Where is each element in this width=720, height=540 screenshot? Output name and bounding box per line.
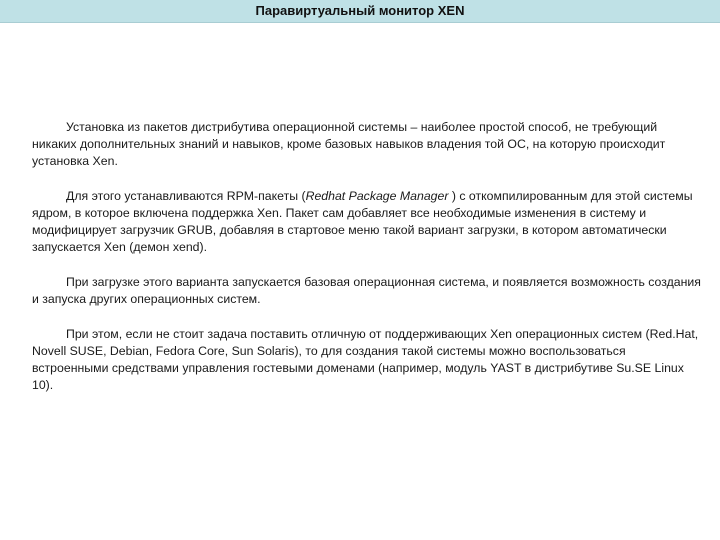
- paragraph-rpm-text-before: Для этого устанавливаются RPM-пакеты (: [66, 189, 306, 203]
- paragraph-rpm-italic-term: Redhat Package Manager: [305, 189, 449, 203]
- paragraph-rpm-text-after: ) с откомпилированным для этой системы ядром, в которое включена поддержка Xen. Пакет сам добавляет все необходимые изменения в систему и модифицирует загрузчик GRUB, добавляя в стартовое меню такой вариант загрузки, в котором автоматически запускается Xen (демон xend).: [32, 189, 693, 254]
- paragraph-guest-domains: При этом, если не стоит задача поставить отличную от поддерживающих Xen операционных систем (Red.Hat, Novell SUSE, Debian, Fedora Core, Sun Solaris), то для создания такой системы можно воспользоваться встроенными средствами управления гостевыми доменами (например, модуль YAST в дистрибутиве Su.SE Linux 10).: [32, 327, 699, 392]
- paragraph-rpm-packages: [32, 188, 702, 256]
- slide-title: Паравиртуальный монитор XEN: [255, 3, 465, 18]
- paragraph-install-from-packages: Установка из пакетов дистрибутива операционной системы – наиболее простой способ, не требующий никаких дополнительных знаний и навыков, кроме базовых навыков владения той ОС, на которую происходит установка Xen.: [32, 120, 666, 168]
- paragraph-boot-variant: При загрузке этого варианта запускается базовая операционная система, и появляется возможность создания и запуска других операционных систем.: [32, 275, 701, 306]
- slide-body: [32, 119, 702, 412]
- slide-title-bar: [0, 0, 720, 23]
